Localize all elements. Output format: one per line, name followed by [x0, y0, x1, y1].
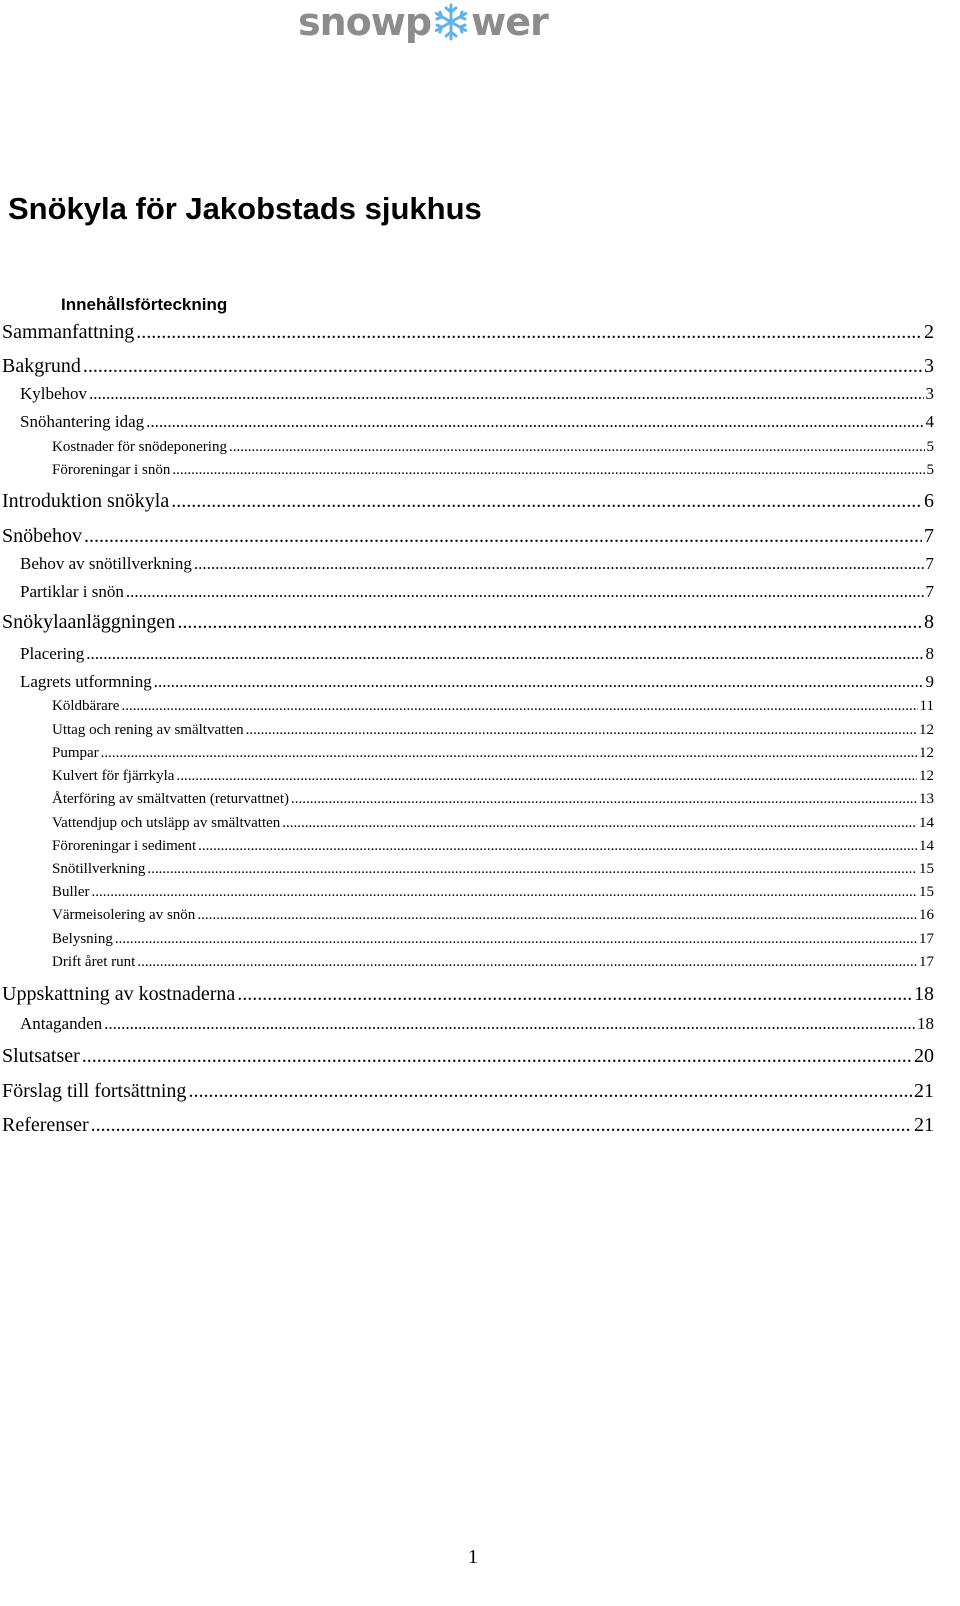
toc-entry[interactable] — [52, 930, 934, 949]
toc-entry-page: 7 — [925, 554, 934, 573]
toc-entry-label: Värmeisolering av snön — [52, 907, 196, 923]
toc-entry[interactable] — [20, 411, 934, 433]
toc-entry[interactable] — [20, 383, 934, 405]
dot-leader — [237, 982, 912, 1006]
toc-entry-page: 14 — [919, 838, 934, 854]
toc-entry-label: Pumpar — [52, 745, 99, 761]
toc-entry-label: Antaganden — [20, 1014, 103, 1033]
toc-entry-page: 9 — [925, 672, 934, 691]
snowflake-icon — [431, 2, 471, 42]
dot-leader — [176, 767, 917, 786]
snowpower-logo — [298, 2, 608, 42]
dot-leader — [147, 860, 917, 879]
toc-entry[interactable] — [52, 461, 934, 480]
dot-leader — [246, 721, 917, 740]
toc-entry-page: 18 — [917, 1014, 934, 1033]
dot-leader — [136, 320, 922, 344]
toc-entry-label: Snötillverkning — [52, 861, 146, 877]
toc-entry-page: 8 — [924, 611, 934, 633]
dot-leader — [121, 697, 917, 716]
toc-entry-label: Lagrets utformning — [20, 672, 152, 691]
toc-entry[interactable] — [2, 982, 934, 1006]
toc-entry-label: Föroreningar i sediment — [52, 838, 197, 854]
dot-leader — [126, 581, 924, 603]
toc-entry-page: 8 — [925, 644, 934, 663]
toc-entry[interactable] — [2, 320, 934, 344]
toc-entry[interactable] — [20, 1013, 934, 1035]
toc-entry[interactable] — [2, 610, 934, 634]
toc-entry-label: Bakgrund — [2, 355, 81, 377]
dot-leader — [154, 671, 924, 693]
toc-entry-label: Introduktion snökyla — [2, 490, 170, 512]
toc-entry-page: 11 — [919, 698, 934, 714]
toc-entry-page: 13 — [919, 791, 934, 807]
toc-entry[interactable] — [52, 767, 934, 786]
toc-entry-label: Köldbärare — [52, 698, 120, 714]
toc-entry[interactable] — [2, 1044, 934, 1068]
toc-entry-label: Referenser — [2, 1114, 89, 1136]
toc-entry[interactable] — [2, 354, 934, 378]
toc-entry-label: Kulvert för fjärrkyla — [52, 768, 175, 784]
toc-entry-label: Återföring av smältvatten (returvattnet) — [52, 791, 289, 807]
toc-entry-label: Partiklar i snön — [20, 582, 124, 601]
page-number: 1 — [468, 1546, 478, 1568]
toc-entry-page: 16 — [919, 907, 934, 923]
toc-entry[interactable] — [52, 860, 934, 879]
toc-entry-page: 18 — [914, 983, 934, 1005]
toc-entry-page: 12 — [919, 768, 934, 784]
toc-entry[interactable] — [2, 1079, 934, 1103]
toc-entry-page: 12 — [919, 745, 934, 761]
toc-entry[interactable] — [2, 489, 934, 513]
dot-leader — [137, 953, 917, 972]
toc-entry-page: 15 — [919, 884, 934, 900]
dot-leader — [177, 610, 922, 634]
toc-entry-page: 21 — [914, 1114, 934, 1136]
toc-entry-label: Kylbehov — [20, 384, 88, 403]
toc-entry-label: Förslag till fortsättning — [2, 1080, 187, 1102]
toc-entry-label: Behov av snötillverkning — [20, 554, 192, 573]
dot-leader — [198, 837, 917, 856]
toc-entry[interactable] — [52, 906, 934, 925]
toc-entry[interactable] — [2, 1113, 934, 1137]
toc-entry-label: Drift året runt — [52, 954, 136, 970]
dot-leader — [84, 524, 922, 548]
toc-entry-label: Slutsatser — [2, 1045, 80, 1067]
dot-leader — [291, 790, 917, 809]
dot-leader — [91, 1113, 912, 1137]
dot-leader — [101, 744, 917, 763]
toc-entry-page: 3 — [925, 384, 934, 403]
dot-leader — [229, 438, 925, 457]
toc-entry-page: 3 — [924, 355, 934, 377]
toc-entry[interactable] — [52, 883, 934, 902]
toc-entry-label: Kostnader för snödeponering — [52, 439, 227, 455]
toc-entry[interactable] — [52, 721, 934, 740]
dot-leader — [115, 930, 917, 949]
toc-entry-page: 21 — [914, 1080, 934, 1102]
toc-heading: Innehållsförteckning — [61, 295, 228, 314]
toc-entry-page: 4 — [925, 412, 934, 431]
toc-entry[interactable] — [2, 524, 934, 548]
page-title: Snökyla för Jakobstads sjukhus — [8, 191, 482, 226]
toc-entry-page: 2 — [924, 321, 934, 343]
dot-leader — [86, 643, 923, 665]
toc-entry-page: 6 — [924, 490, 934, 512]
toc-entry-page: 17 — [919, 931, 934, 947]
toc-entry-label: Snökylaanläggningen — [2, 611, 176, 633]
toc-entry-page: 20 — [914, 1045, 934, 1067]
toc-entry[interactable] — [52, 744, 934, 763]
toc-entry-page: 5 — [926, 462, 934, 478]
toc-entry-label: Föroreningar i snön — [52, 462, 171, 478]
toc-entry-label: Belysning — [52, 931, 113, 947]
toc-entry-label: Placering — [20, 644, 85, 663]
toc-entry[interactable] — [52, 438, 934, 457]
dot-leader — [172, 461, 924, 480]
toc-entry-label: Uppskattning av kostnaderna — [2, 983, 236, 1005]
dot-leader — [92, 883, 918, 902]
toc-entry-label: Vattendjup och utsläpp av smältvatten — [52, 815, 281, 831]
dot-leader — [188, 1079, 912, 1103]
toc-entry-label: Buller — [52, 884, 90, 900]
toc-entry[interactable] — [20, 643, 934, 665]
toc-entry-label: Sammanfattning — [2, 321, 135, 343]
toc-entry-page: 17 — [919, 954, 934, 970]
toc-entry[interactable] — [52, 837, 934, 856]
dot-leader — [197, 906, 917, 925]
toc-entry-page: 15 — [919, 861, 934, 877]
toc-entry[interactable] — [52, 953, 934, 972]
dot-leader — [104, 1013, 915, 1035]
dot-leader — [171, 489, 922, 513]
toc-entry-label: Snöbehov — [2, 525, 82, 547]
toc-entry[interactable] — [20, 671, 934, 693]
toc-entry-page: 14 — [919, 815, 934, 831]
toc-entry[interactable] — [52, 814, 934, 833]
toc-entry-page: 7 — [924, 525, 934, 547]
toc-entry-page: 5 — [926, 439, 934, 455]
toc-entry-page: 12 — [919, 722, 934, 738]
toc-entry[interactable] — [52, 697, 934, 716]
logo-text-left: snowp — [298, 0, 432, 44]
dot-leader — [83, 354, 922, 378]
dot-leader — [82, 1044, 912, 1068]
dot-leader — [194, 553, 924, 575]
toc-entry[interactable] — [20, 581, 934, 603]
toc-entry-page: 7 — [925, 582, 934, 601]
toc-entry-label: Snöhantering idag — [20, 412, 145, 431]
dot-leader — [146, 411, 923, 433]
toc-entry-label: Uttag och rening av smältvatten — [52, 722, 244, 738]
dot-leader — [89, 383, 923, 405]
dot-leader — [282, 814, 917, 833]
toc-entry[interactable] — [20, 553, 934, 575]
logo-text-right: wer — [471, 0, 548, 44]
toc-entry[interactable] — [52, 790, 934, 809]
